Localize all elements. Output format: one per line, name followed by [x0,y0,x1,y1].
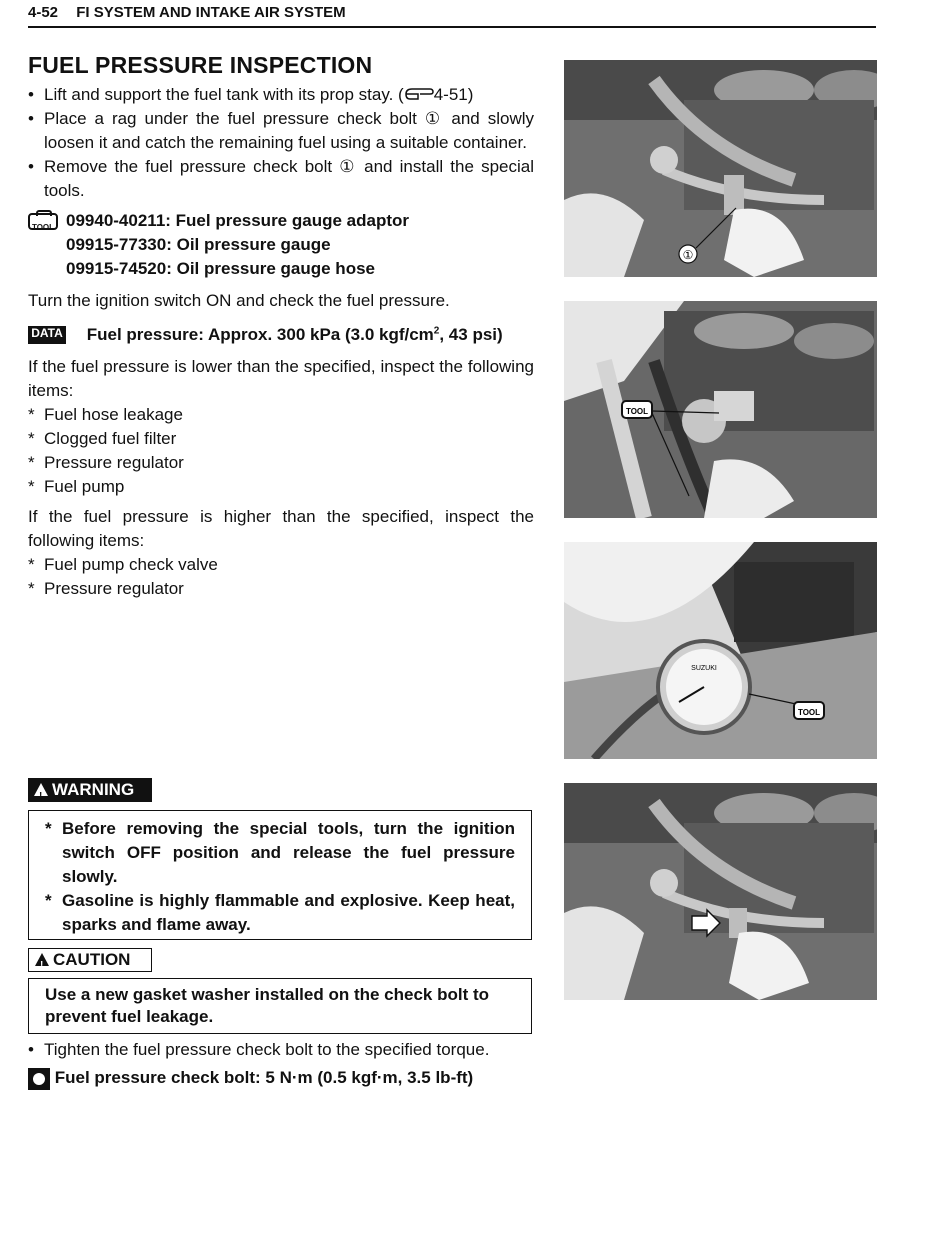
photo-check-bolt-arrow [564,783,877,1000]
text-column [28,52,534,601]
section-title: FI SYSTEM AND INTAKE AIR SYSTEM [76,4,346,21]
ignition-instruction: Turn the ignition switch ON and check the fuel pressure. [28,291,450,310]
special-tools [28,209,534,281]
torque-spec: Fuel pressure check bolt: 5 N·m (0.5 kgf·m, 3.5 lb-ft) [28,1066,534,1090]
page-title: FUEL PRESSURE INSPECTION [28,52,373,78]
warning-item: * Before removing the special tools, turn the ignition switch OFF position and release the fuel pressure slowly. [45,819,515,886]
step-1: • Lift and support the fuel tank with its prop stay. ( 4-51) [28,83,534,107]
gauge-brand: SUZUKI [691,665,717,672]
step-2: • Place a rag under the fuel pressure check bolt ① and slowly loosen it and catch the remaining fuel using a suitable container. [28,107,534,155]
photo-check-bolt [564,60,877,277]
high-pressure-text: If the fuel pressure is higher than the specified, inspect the following items: [28,506,534,550]
warning-triangle-icon: ! [34,783,48,796]
photo-pressure-gauge [564,542,877,759]
tool-3: 09915-74520: Oil pressure gauge hose [66,259,375,278]
warning-label: ! WARNING [28,778,152,802]
page-header [28,4,876,28]
tool-callout: TOOL [625,407,649,416]
caution-triangle-icon: ! [35,953,49,966]
high-item: * Fuel pump check valve [28,554,218,574]
tool-icon: TOOL [28,213,58,230]
low-item: * Pressure regulator [28,452,184,472]
tighten-section [28,1038,534,1090]
caution-label: ! CAUTION [28,948,152,972]
data-icon: DATA [28,326,66,344]
tool-callout: TOOL [797,708,821,717]
low-item: * Fuel hose leakage [28,404,183,424]
low-item: * Fuel pump [28,476,125,496]
warning-item: * Gasoline is highly flammable and explosive. Keep heat, sparks and flame away. [45,891,515,934]
callout-1: ① [682,248,694,262]
low-pressure-text: If the fuel pressure is lower than the specified, inspect the following items: [28,356,534,400]
page-number: 4-52 [28,4,59,21]
tighten-step: • Tighten the fuel pressure check bolt to the specified torque. [28,1038,534,1062]
fuel-pressure-spec: DATA Fuel pressure: Approx. 300 kPa (3.0 kgf/$cm^2$, 43 psi) [28,319,534,347]
high-item: * Pressure regulator [28,578,184,598]
reference-hand-icon [404,85,434,104]
torque-wrench-icon [28,1068,50,1090]
tool-1: 09940-40211: Fuel pressure gauge adaptor [66,211,409,230]
tool-2: 09915-77330: Oil pressure gauge [66,235,331,254]
warning-box [28,810,532,940]
caution-box: Use a new gasket washer installed on the check bolt to prevent fuel leakage. [28,978,532,1034]
low-item: * Clogged fuel filter [28,428,177,448]
step-3: • Remove the fuel pressure check bolt ① and install the special tools. [28,155,534,203]
photo-tool-installed [564,301,877,518]
